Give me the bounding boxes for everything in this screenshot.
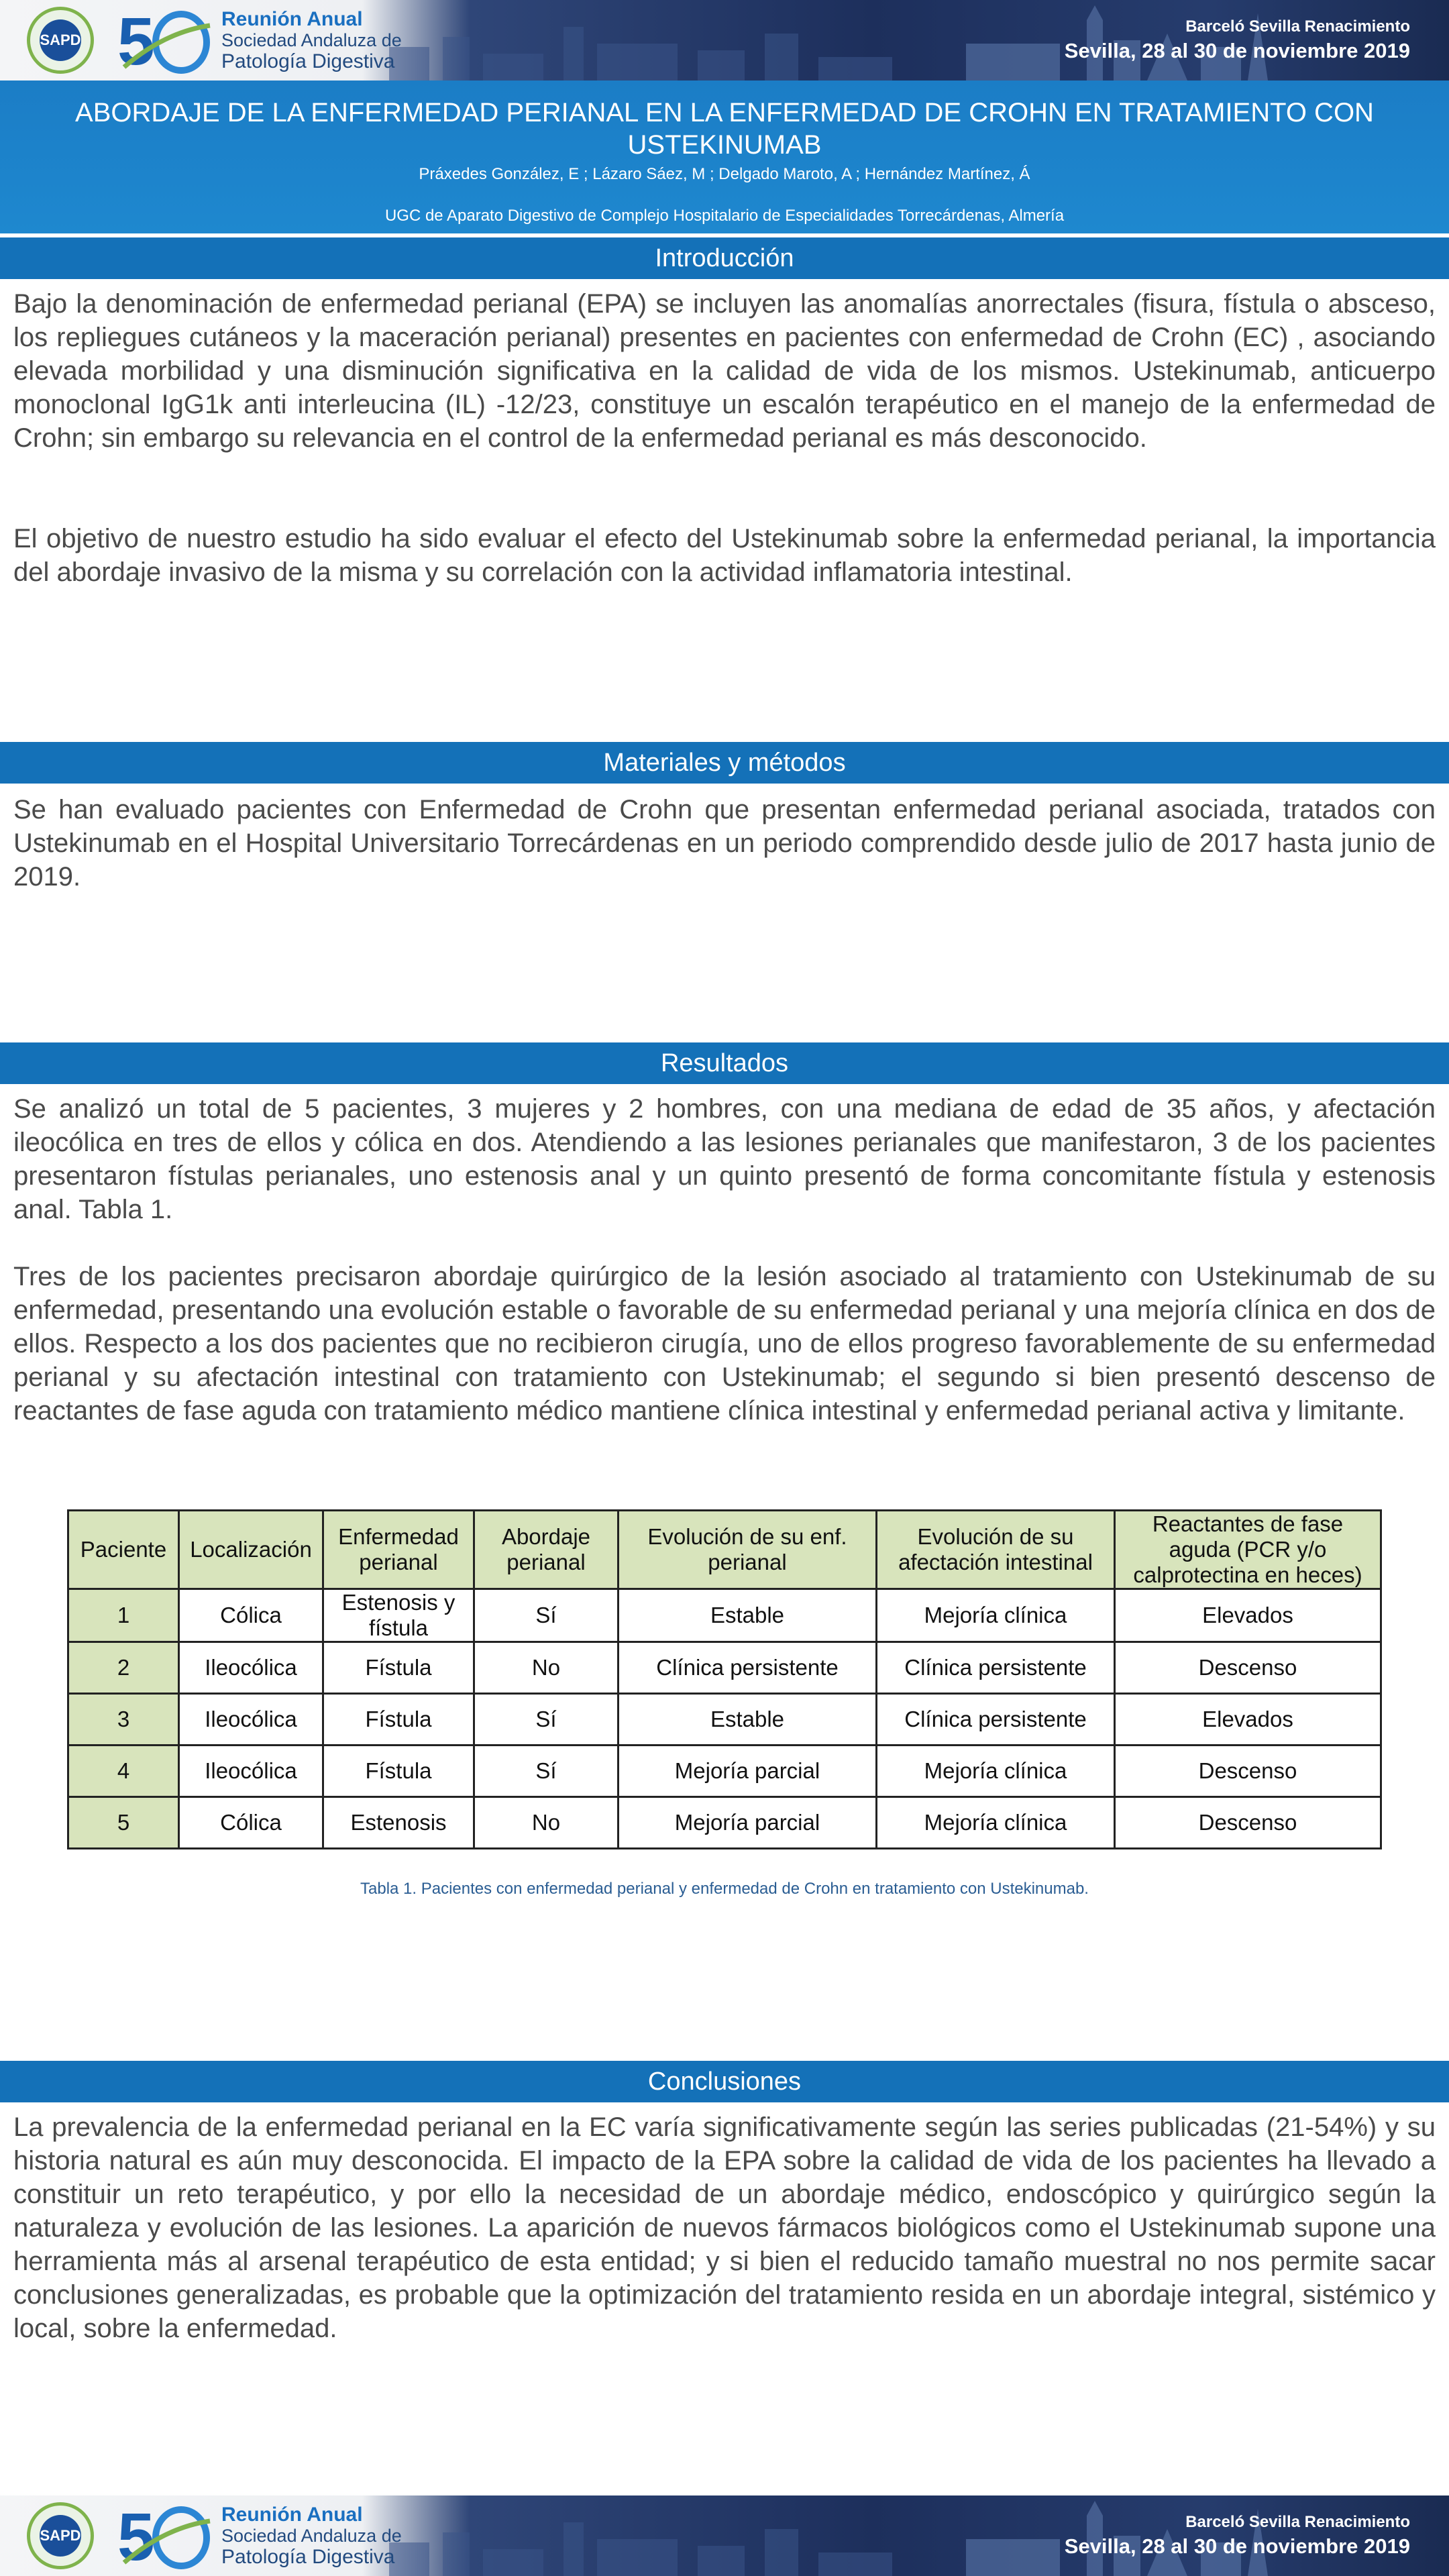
table-row xyxy=(68,1797,1381,1849)
table-cell: Estenosis y fístula xyxy=(323,1589,474,1642)
results-paragraph-2: Tres de los pacientes precisaron abordaje quirúrgico de la lesión asociado al tratamiento con Ustekinumab de su enfermedad, presentando una evolución estable o favorable de su enfermedad perianal y una mejoría clínica en dos de ellos. Respecto a los dos pacientes que no recibieron cirugía, uno de ellos progreso favorablemente de su enfermedad perianal y su afectación intestinal con tratamiento con Ustekinumab; el segundo si bien presentó descenso de reactantes de fase aguda con tratamiento médico mantiene clínica intestinal y enfermedad perianal activa y limitante. xyxy=(13,1262,1436,1426)
section-heading-introduccion: Introducción xyxy=(0,237,1449,279)
table-cell: Sí xyxy=(474,1746,619,1797)
table-cell: Elevados xyxy=(1115,1694,1381,1746)
sapd-logo xyxy=(27,2502,94,2569)
table-cell: Descenso xyxy=(1115,1797,1381,1849)
table-cell: Fístula xyxy=(323,1642,474,1694)
table-cell: 4 xyxy=(68,1746,179,1797)
table-cell: Clínica persistente xyxy=(877,1642,1115,1694)
table-cell: Clínica persistente xyxy=(619,1642,877,1694)
table-cell: Mejoría clínica xyxy=(877,1797,1115,1849)
org-line3: Patología Digestiva xyxy=(221,2546,395,2568)
table-cell: Cólica xyxy=(179,1589,323,1642)
table-cell: Estable xyxy=(619,1589,877,1642)
table-cell: Mejoría clínica xyxy=(877,1746,1115,1797)
section-heading-resultados: Resultados xyxy=(0,1042,1449,1084)
table-header-cell: Evolución de su afectación intestinal xyxy=(877,1511,1115,1589)
table-header-cell: Enfermedad perianal xyxy=(323,1511,474,1589)
title-block xyxy=(0,80,1449,233)
venue-info xyxy=(1065,2514,1410,2557)
table-cell: Cólica xyxy=(179,1797,323,1849)
conclusions-paragraph: La prevalencia de la enfermedad perianal en la EC varía significativamente según las series publicadas (21-54%) y su historia natural es aún muy desconocida. El impacto de la EPA sobre la calidad de vida de los pacientes ha llevado a constituir un reto terapéutico, y por ello la necesidad de un abordaje médico, endoscópico y quirúrgico según la naturaleza y evolución de las lesiones. La aparición de nuevos fármacos biológicos como el Ustekinumab supone una herramienta más al arsenal terapéutico de esta entidad; y si bien el reducido tamaño muestral no nos permite sacar conclusiones generalizadas, es probable que la optimización del tratamiento resida en un abordaje integral, sistémico y local, sobre la enfermedad. xyxy=(13,2112,1436,2343)
table-cell: Sí xyxy=(474,1589,619,1642)
venue-dates: Sevilla, 28 al 30 de noviembre 2019 xyxy=(1064,2534,1410,2558)
table-cell: Sí xyxy=(474,1694,619,1746)
table-cell: Clínica persistente xyxy=(877,1694,1115,1746)
table-cell: Descenso xyxy=(1115,1746,1381,1797)
sapd-logo-text: SAPD xyxy=(40,2515,81,2557)
table-cell: 2 xyxy=(68,1642,179,1694)
table-caption: Tabla 1. Pacientes con enfermedad perianal y enfermedad de Crohn en tratamiento con Ustekinumab. xyxy=(360,1880,1089,1898)
org-line1: Reunión Anual xyxy=(221,8,363,30)
table-row xyxy=(68,1746,1381,1797)
table-cell: No xyxy=(474,1642,619,1694)
table-header-cell: Evolución de su enf. perianal xyxy=(619,1511,877,1589)
table-cell: 3 xyxy=(68,1694,179,1746)
sapd-logo-text: SAPD xyxy=(40,19,81,61)
table-cell: Fístula xyxy=(323,1746,474,1797)
table-header-row xyxy=(68,1511,1381,1589)
table-cell: Ileocólica xyxy=(179,1746,323,1797)
results-paragraph-1: Se analizó un total de 5 pacientes, 3 mujeres y 2 hombres, con una mediana de edad de 35 años, y afectación ileocólica en tres de ellos y cólica en dos. Atendiendo a las lesiones perianales que manifestaron, 3 de los pacientes presentaron fístulas perianales, uno estenosis anal y un quinto presentó de forma concomitante fístula y estenosis anal. Tabla 1. xyxy=(13,1094,1436,1224)
intro-paragraph-2: El objetivo de nuestro estudio ha sido evaluar el efecto del Ustekinumab sobre la enfermedad perianal, la importancia del abordaje invasivo de la misma y su correlación con la actividad inflamatoria intestinal. xyxy=(13,524,1436,587)
table-row xyxy=(68,1642,1381,1694)
table-header-cell: Abordaje perianal xyxy=(474,1511,619,1589)
table-header-cell: Reactantes de fase aguda (PCR y/o calprotectina en heces) xyxy=(1115,1511,1381,1589)
venue-name: Barceló Sevilla Renacimiento xyxy=(1185,2513,1410,2531)
table-cell: 5 xyxy=(68,1797,179,1849)
table-cell: Descenso xyxy=(1115,1642,1381,1694)
methods-paragraph: Se han evaluado pacientes con Enfermedad de Crohn que presentan enfermedad perianal asociada, tratados con Ustekinumab en el Hospital Universitario Torrecárdenas en un periodo comprendido desde julio de 2017 hasta junio de 2019. xyxy=(13,795,1436,892)
section-heading-metodos: Materiales y métodos xyxy=(0,742,1449,784)
table-cell: Fístula xyxy=(323,1694,474,1746)
table-cell: 1 xyxy=(68,1589,179,1642)
sapd-logo xyxy=(27,7,94,74)
results-table xyxy=(67,1509,1382,1849)
table-cell: Elevados xyxy=(1115,1589,1381,1642)
table-cell: No xyxy=(474,1797,619,1849)
org-line2: Sociedad Andaluza de xyxy=(221,2526,402,2546)
bottom-banner xyxy=(0,2496,1449,2576)
table-cell: Ileocólica xyxy=(179,1642,323,1694)
fifty-anniversary-logo xyxy=(117,2501,211,2571)
table-cell: Mejoría clínica xyxy=(877,1589,1115,1642)
org-line3: Patología Digestiva xyxy=(221,50,395,72)
authors: Práxedes González, E ; Lázaro Sáez, M ; Delgado Maroto, A ; Hernández Martínez, Á xyxy=(419,165,1030,183)
org-line2: Sociedad Andaluza de xyxy=(221,30,402,50)
fifty-anniversary-logo xyxy=(117,5,211,75)
venue-dates: Sevilla, 28 al 30 de noviembre 2019 xyxy=(1064,39,1410,62)
table-cell: Mejoría parcial xyxy=(619,1746,877,1797)
poster-title: ABORDAJE DE LA ENFERMEDAD PERIANAL EN LA ENFERMEDAD DE CROHN EN TRATAMIENTO CON USTEKINUMAB xyxy=(75,98,1374,160)
table-header-cell: Localización xyxy=(179,1511,323,1589)
venue-info xyxy=(1065,19,1410,61)
venue-name: Barceló Sevilla Renacimiento xyxy=(1185,17,1410,36)
table-header-cell: Paciente xyxy=(68,1511,179,1589)
table-row xyxy=(68,1589,1381,1642)
org-name xyxy=(221,2505,402,2567)
top-banner xyxy=(0,0,1449,80)
table-row xyxy=(68,1694,1381,1746)
svg-text:5: 5 xyxy=(117,2501,155,2571)
table-cell: Ileocólica xyxy=(179,1694,323,1746)
table-cell: Mejoría parcial xyxy=(619,1797,877,1849)
svg-text:5: 5 xyxy=(117,5,155,75)
org-name xyxy=(221,9,402,72)
affiliation: UGC de Aparato Digestivo de Complejo Hospitalario de Especialidades Torrecárdenas, Almería xyxy=(384,207,1065,225)
intro-paragraph-1: Bajo la denominación de enfermedad perianal (EPA) se incluyen las anomalías anorrectales (fisura, fístula o absceso, los repliegues cutáneos y la maceración perianal) presentes en pacientes con enfermedad de Crohn (EC) , asociando elevada morbilidad y una disminución significativa en la calidad de vida de los mismos. Ustekinumab, anticuerpo monoclonal IgG1k anti interleucina (IL) -12/23, constituye un escalón terapéutico en el manejo de la enfermedad de Crohn; sin embargo su relevancia en el control de la enfermedad perianal es más desconocido. xyxy=(13,289,1436,453)
table-cell: Estable xyxy=(619,1694,877,1746)
table-cell: Estenosis xyxy=(323,1797,474,1849)
org-line1: Reunión Anual xyxy=(221,2504,363,2526)
section-heading-conclusiones: Conclusiones xyxy=(0,2061,1449,2102)
